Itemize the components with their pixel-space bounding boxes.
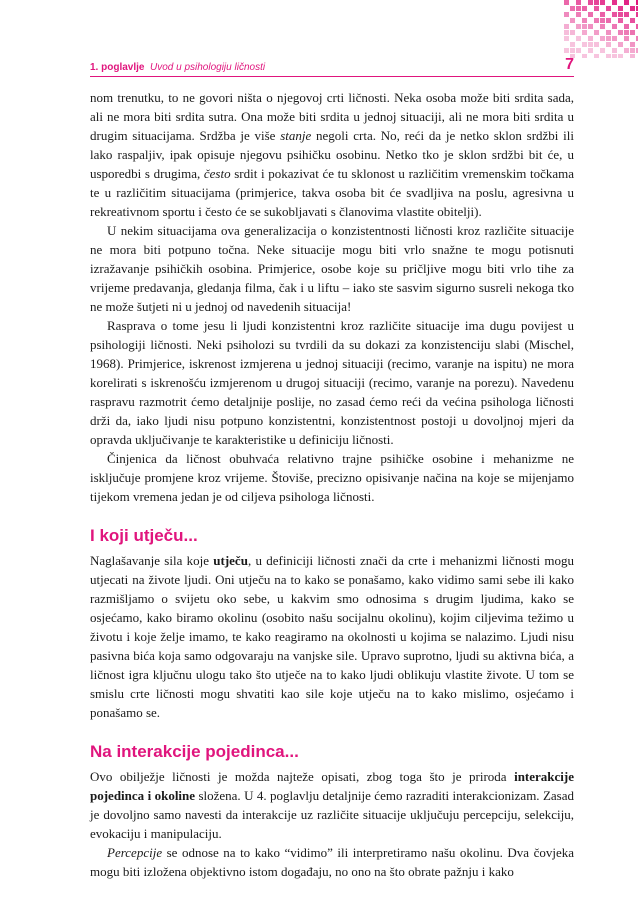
key-term: interakcije pojedinca i okoline: [90, 769, 574, 803]
paragraph: Ovo obilježje ličnosti je možda najteže opisati, zbog toga što je priroda interakcije pojedinca i okoline složena. U 4. poglavlju detaljnije ćemo razraditi interakcionizam. Zasad je dovoljno samo navesti da interakcije uz različite situacije uključuju percepciju, selekciju, evokaciju i manipulaciju.: [90, 769, 574, 841]
section-heading: Na interakcije pojedinca...: [90, 742, 299, 761]
chapter-label: 1. poglavlje: [90, 62, 145, 73]
section-heading: I koji utječu...: [90, 526, 198, 545]
paragraph: Percepcije se odnose na to kako “vidimo” ili interpretiramo našu okolinu. Dva čovjeka mogu biti izložena objektivno istom događaju, no ono na što obrate pažnju i kako: [90, 845, 574, 879]
running-header: [90, 56, 574, 78]
page-number: 7: [565, 56, 574, 73]
key-term: utječu: [213, 553, 248, 568]
paragraph: Rasprava o tome jesu li ljudi konzistentni kroz različite situacije ima dugu povijest u psihologiji ličnosti. Neki psiholozi su tvrdili da su dokazi za konzistenciju slabi (Mischel, 1968). Primjerice, iskrenost izmjerena u jednoj situaciji (recimo, varanje na ispitu) ne mora korelirati s iskrenošću izmjerenom u drugoj situaciji (recimo, varanje na porezu). Navedenu raspravu razmotrit ćemo detaljnije poslije, no zasad ćemo reći da većina psihologa ličnosti drži da, iako ljudi nisu potpuno konzistentni, konzistentnost postoji u dovoljnoj mjeri da opravda uključivanje te karakteristike u definiciju ličnosti.: [90, 318, 574, 447]
page-body: [90, 88, 574, 881]
decorative-pattern-corner: [564, 0, 638, 58]
paragraph: nom trenutku, to ne govori ništa o njegovoj crti ličnosti. Neka osoba može biti srdita sada, ali ne mora biti srdita sutra. Ona može biti srdita u jednoj situaciji, ali ne mora biti srdita u drugim situacijama. Srdžba je više stanje negoli crta. No, reći da je netko sklon srdžbi ili lako raspaljiv, ipak opisuje njegovu psihičku osobinu. Netko tko je sklon srdžbi bit će, u usporedbi s drugima, često srdit i pokazivat će tu sklonost u različitim vremenskim točkama te u različitim situacijama (primjerice, takva osoba bit će svadljiva na poslu, agresivna u rekreativnom sportu i često će se sukobljavati s članovima vlastite obitelji).: [90, 90, 575, 219]
emphasis: stanje: [280, 128, 312, 143]
paragraph: Naglašavanje sila koje utječu, u definiciji ličnosti znači da crte i mehanizmi ličnosti mogu utjecati na živote ljudi. Oni utječu na to kako se ponašamo, kako vidimo sami sebe ili kako razmišljamo o svijetu oko sebe, u kakvim smo odnosima s drugim ljudima, kako se osjećamo, kako biramo okolinu (osobito našu socijalnu okolinu), kojim ciljevima težimo u životu i koje želje imamo, te kako reagiramo na okolnosti u kojima se nalazimo. Ljudi nisu pasivna bića koja samo odgovaraju na vanjske sile. Upravo suprotno, ljudi su aktivna bića, a ličnost igra ključnu ulogu tako što utječe na to kako ljudi oblikuju vlastite živote. U tom se smislu crte ličnosti mogu shvatiti kao sile koje utječu na to kako mislimo, osjećamo i ponašamo se.: [90, 553, 574, 720]
header-rule: [90, 76, 574, 77]
emphasis: Percepcije: [107, 845, 163, 860]
paragraph: U nekim situacijama ova generalizacija o konzistentnosti ličnosti kroz različite situacije ne mora biti potpuno točna. Neke situacije mogu biti vrlo snažne te mogu potisnuti izražavanje psihičkih osobina. Primjerice, osobe koje su pričljive mogu biti vrlo tihe za vrijeme predavanja, gledanja filma, čak i u liftu – iako ste sasvim sigurno susreli nekoga tko ne može šutjeti ni u jednoj od navedenih situacija!: [90, 223, 574, 314]
paragraph: Činjenica da ličnost obuhvaća relativno trajne psihičke osobine i mehanizme ne isključuje promjene kroz vrijeme. Štoviše, precizno opisivanje načina na koje se mijenjamo tijekom vremena jedan je od ciljeva psihologa ličnosti.: [90, 451, 574, 504]
emphasis: često: [203, 166, 231, 181]
chapter-title: Uvod u psihologiju ličnosti: [150, 62, 266, 73]
